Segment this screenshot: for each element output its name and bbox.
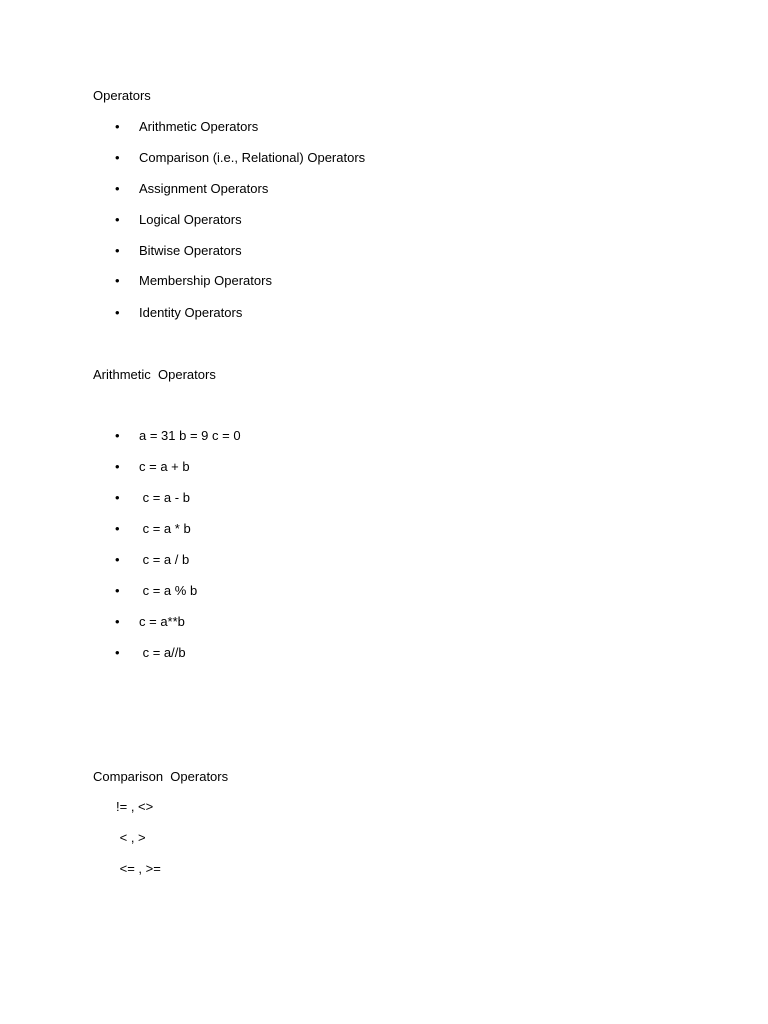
list-item-text: c = a * b — [139, 521, 191, 536]
operators-heading: Operators — [93, 88, 151, 103]
bullet-icon: • — [115, 490, 120, 505]
bullet-icon: • — [115, 181, 120, 196]
bullet-icon: • — [115, 150, 120, 165]
bullet-icon: • — [115, 521, 120, 536]
list-item-text: c = a//b — [139, 645, 186, 660]
list-item-text: c = a + b — [139, 459, 190, 474]
comparison-line: != , <> — [116, 799, 154, 814]
arithmetic-operators-heading: Arithmetic Operators — [93, 367, 216, 382]
bullet-icon: • — [115, 273, 120, 288]
bullet-icon: • — [115, 614, 120, 629]
comparison-operators-heading: Comparison Operators — [93, 769, 229, 784]
list-item-text: Bitwise Operators — [139, 243, 242, 258]
bullet-icon: • — [115, 212, 120, 227]
list-item-text: c = a**b — [139, 614, 185, 629]
list-item-text: Logical Operators — [139, 212, 242, 227]
bullet-icon: • — [115, 428, 120, 443]
list-item-text: a = 31 b = 9 c = 0 — [139, 428, 241, 443]
list-item-text: Assignment Operators — [139, 181, 269, 196]
bullet-icon: • — [115, 119, 120, 134]
comparison-line: <= , >= — [116, 861, 161, 876]
list-item-text: c = a / b — [139, 552, 190, 567]
bullet-icon: • — [115, 645, 120, 660]
bullet-icon: • — [115, 583, 120, 598]
list-item-text: Membership Operators — [139, 273, 272, 288]
list-item-text: c = a % b — [139, 583, 198, 598]
comparison-line: < , > — [116, 830, 146, 845]
bullet-icon: • — [115, 305, 120, 320]
list-item-text: Arithmetic Operators — [139, 119, 259, 134]
bullet-icon: • — [115, 459, 120, 474]
list-item-text: Comparison (i.e., Relational) Operators — [139, 150, 366, 165]
list-item-text: c = a - b — [139, 490, 190, 505]
list-item-text: Identity Operators — [139, 305, 243, 320]
bullet-icon: • — [115, 552, 120, 567]
bullet-icon: • — [115, 243, 120, 258]
